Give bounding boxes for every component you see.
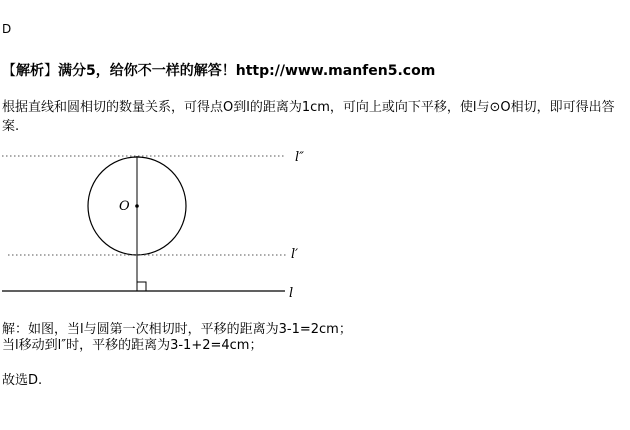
solution-line-2: 当l移动到l″时，平移的距离为3-1+2=4cm； xyxy=(2,338,263,353)
solution-line-1: 解：如图，当l与圆第一次相切时，平移的距离为3-1=2cm； xyxy=(2,322,352,337)
header-bracket-open: 【 xyxy=(2,63,16,79)
center-dot xyxy=(135,204,139,208)
right-angle-marker xyxy=(137,282,146,291)
tangent-figure xyxy=(0,144,630,304)
label-l-double-prime: l″ xyxy=(295,150,305,165)
header-tag: 解析 xyxy=(16,63,44,79)
answer-letter: D xyxy=(2,22,12,36)
label-center-o: O xyxy=(119,199,130,214)
label-l-prime: l′ xyxy=(291,247,299,262)
header-slogan: 满分5，给你不一样的解答！http://www.manfen5.com xyxy=(58,63,436,79)
label-l: l xyxy=(289,286,294,301)
analysis-paragraph: 根据直线和圆相切的数量关系，可得点O到l的距离为1cm，可向上或向下平移，使l与⊙O相切，即可得出答案. xyxy=(2,100,615,134)
analysis-header xyxy=(2,64,435,79)
header-bracket-close: 】 xyxy=(44,63,58,79)
solution-conclusion: 故选D. xyxy=(2,373,43,388)
